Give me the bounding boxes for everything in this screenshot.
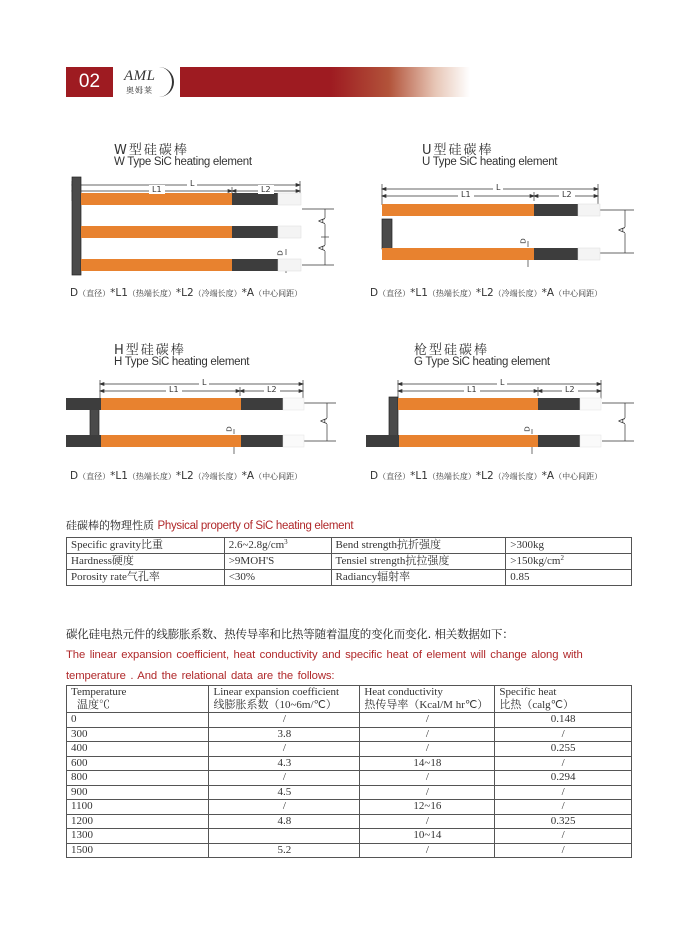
- specific-heat-cell: /: [495, 756, 632, 771]
- intro-text-en: The linear expansion coefficient, heat conductivity and specific heat of element will change along with temperature . And the relational data are the follows:: [66, 649, 583, 682]
- dim-l-label: L: [187, 179, 197, 188]
- linear-expansion-cell: 3.8: [209, 727, 360, 742]
- u-type-drawing: [362, 139, 652, 284]
- header-specific-heat: Specific heat 比热（calg℃）: [495, 686, 632, 713]
- dim-l-label: L: [199, 378, 209, 387]
- dimension-formula: D（直径）*L1（热端长度）*L2（冷端长度）*A（中心间距）: [70, 287, 303, 299]
- heat-conductivity-cell: 10~14: [360, 829, 495, 844]
- h-type-drawing: [62, 339, 352, 484]
- table-row: [67, 756, 632, 771]
- table-row: [67, 829, 632, 844]
- property-name: Bend strength抗折强度: [331, 538, 506, 554]
- specific-heat-cell: /: [495, 800, 632, 815]
- linear-expansion-cell: [209, 829, 360, 844]
- temperature-cell: 300: [67, 727, 209, 742]
- table-row: [67, 800, 632, 815]
- dim-l2-label: L2: [562, 385, 578, 394]
- diagram-title-en: H Type SiC heating element: [114, 356, 250, 368]
- rod-middle: [81, 226, 301, 238]
- diagram-title-cn: W型硅碳棒: [114, 143, 189, 158]
- rod-bottom: [366, 435, 601, 447]
- physical-property-heading: [66, 517, 353, 533]
- header-temperature: Temperature 温度℃: [67, 686, 209, 713]
- linear-expansion-cell: 5.2: [209, 843, 360, 858]
- specific-heat-cell: 0.148: [495, 713, 632, 728]
- temperature-cell: 900: [67, 785, 209, 800]
- linear-expansion-cell: /: [209, 771, 360, 786]
- dimension-formula: D（直径）*L1（热端长度）*L2（冷端长度）*A（中心间距）: [370, 470, 603, 482]
- diagram-title-cn: U型硅碳棒: [422, 143, 494, 158]
- dim-l2-label: L2: [264, 385, 280, 394]
- property-value: <30%: [224, 570, 331, 586]
- temperature-cell: 400: [67, 742, 209, 757]
- page-number: 02: [66, 67, 113, 97]
- specific-heat-cell: 0.255: [495, 742, 632, 757]
- table-row: [67, 713, 632, 728]
- specific-heat-cell: /: [495, 843, 632, 858]
- property-value: >300kg: [506, 538, 632, 554]
- table-row: [67, 727, 632, 742]
- heat-conductivity-cell: /: [360, 843, 495, 858]
- diagram-title-en: U Type SiC heating element: [422, 156, 558, 168]
- heat-conductivity-cell: /: [360, 742, 495, 757]
- table-row: [67, 843, 632, 858]
- linear-expansion-cell: 4.5: [209, 785, 360, 800]
- w-type-drawing: [62, 139, 352, 284]
- table-row: [67, 742, 632, 757]
- logo-arc: [150, 67, 174, 97]
- property-value: 0.85: [506, 570, 632, 586]
- rod-top: [66, 398, 304, 410]
- logo-text: AML: [124, 68, 156, 84]
- diagram-w-type: [62, 139, 352, 304]
- table-row: [67, 785, 632, 800]
- diagram-g-type: [362, 339, 652, 504]
- property-name: Hardness硬度: [67, 554, 225, 570]
- specific-heat-cell: 0.325: [495, 814, 632, 829]
- temperature-cell: 1500: [67, 843, 209, 858]
- logo-subtext: 奥姆莱: [126, 86, 153, 95]
- dim-d-label: D: [276, 250, 285, 256]
- dim-l1-label: L1: [149, 185, 165, 194]
- table-header-row: [67, 686, 632, 713]
- rod-bottom: [382, 248, 600, 260]
- dim-l2-label: L2: [559, 190, 575, 199]
- temperature-cell: 600: [67, 756, 209, 771]
- temperature-cell: 1300: [67, 829, 209, 844]
- table-row: [67, 538, 632, 554]
- table-row: [67, 814, 632, 829]
- heat-conductivity-cell: /: [360, 713, 495, 728]
- rod-bottom: [81, 259, 301, 271]
- linear-expansion-cell: 4.3: [209, 756, 360, 771]
- specific-heat-cell: /: [495, 785, 632, 800]
- header-linear-expansion: Linear expansion coefficient 线膨胀系数（10~6m/℃）: [209, 686, 360, 713]
- rod-bottom: [66, 435, 304, 447]
- table-row: [67, 554, 632, 570]
- dim-d-label: D: [225, 426, 234, 432]
- dim-l1-label: L1: [458, 190, 474, 199]
- property-value: >9MOH'S: [224, 554, 331, 570]
- dim-a-label: A: [320, 417, 331, 425]
- property-name: Specific gravity比重: [67, 538, 225, 554]
- heat-conductivity-cell: /: [360, 771, 495, 786]
- dimension-formula: D（直径）*L1（热端长度）*L2（冷端长度）*A（中心间距）: [370, 287, 603, 299]
- linear-expansion-cell: 4.8: [209, 814, 360, 829]
- intro-text-cn: 碳化硅电热元件的线膨胀系数、热传导率和比热等随着温度的变化而变化. 相关数据如下：: [66, 627, 514, 641]
- property-value: $>150kg/cm^2$: [506, 554, 632, 570]
- header-banner: [180, 67, 470, 97]
- heat-conductivity-cell: /: [360, 727, 495, 742]
- property-name: Tensiel strength抗拉强度: [331, 554, 506, 570]
- linear-expansion-cell: /: [209, 742, 360, 757]
- property-value: $2.6\sim 2.8g/cm^3$: [224, 538, 331, 554]
- diagram-u-type: [362, 139, 652, 304]
- heat-conductivity-cell: /: [360, 814, 495, 829]
- company-logo: [120, 66, 172, 98]
- physical-property-table: [66, 537, 632, 586]
- rod-top: [382, 204, 600, 216]
- dim-l2-label: L2: [258, 185, 274, 194]
- dim-d-label: D: [523, 426, 532, 432]
- dim-a-label-2: A: [318, 244, 329, 252]
- dimension-formula: D（直径）*L1（热端长度）*L2（冷端长度）*A（中心间距）: [70, 470, 303, 482]
- rod-top: [398, 398, 601, 410]
- dim-l1-label: L1: [464, 385, 480, 394]
- dim-d-label: D: [519, 238, 528, 244]
- heading-en: Physical property of SiC heating element: [157, 520, 354, 532]
- heat-conductivity-cell: /: [360, 785, 495, 800]
- temperature-cell: 1100: [67, 800, 209, 815]
- heading-cn: 硅碳棒的物理性质: [66, 519, 154, 532]
- temperature-cell: 0: [67, 713, 209, 728]
- temperature-cell: 1200: [67, 814, 209, 829]
- g-type-drawing: [362, 339, 652, 484]
- property-name: Radiancy辐射率: [331, 570, 506, 586]
- dim-l-label: L: [497, 378, 507, 387]
- dim-a-label: A: [618, 417, 629, 425]
- dim-l-label: L: [493, 183, 503, 192]
- specific-heat-cell: /: [495, 829, 632, 844]
- header-heat-conductivity: Heat conductivity 热传导率（Kcal/M hr℃）: [360, 686, 495, 713]
- diagram-title-en: G Type SiC heating element: [414, 356, 550, 368]
- diagram-title-cn: 枪型硅碳棒: [414, 343, 490, 358]
- thermal-property-table: [66, 685, 632, 858]
- property-name: Porosity rate气孔率: [67, 570, 225, 586]
- dim-l1-label: L1: [166, 385, 182, 394]
- table-row: [67, 771, 632, 786]
- dim-a-label: A: [318, 217, 329, 225]
- heat-conductivity-cell: 12~16: [360, 800, 495, 815]
- linear-expansion-cell: /: [209, 713, 360, 728]
- dim-a-label: A: [618, 226, 629, 234]
- specific-heat-cell: 0.294: [495, 771, 632, 786]
- rod-top: [81, 193, 301, 205]
- temperature-cell: 800: [67, 771, 209, 786]
- diagram-title-cn: H型硅碳棒: [114, 343, 186, 358]
- table-row: [67, 570, 632, 586]
- diagram-title-en: W Type SiC heating element: [114, 156, 252, 168]
- heat-conductivity-cell: 14~18: [360, 756, 495, 771]
- diagram-h-type: [62, 339, 352, 504]
- linear-expansion-cell: /: [209, 800, 360, 815]
- specific-heat-cell: /: [495, 727, 632, 742]
